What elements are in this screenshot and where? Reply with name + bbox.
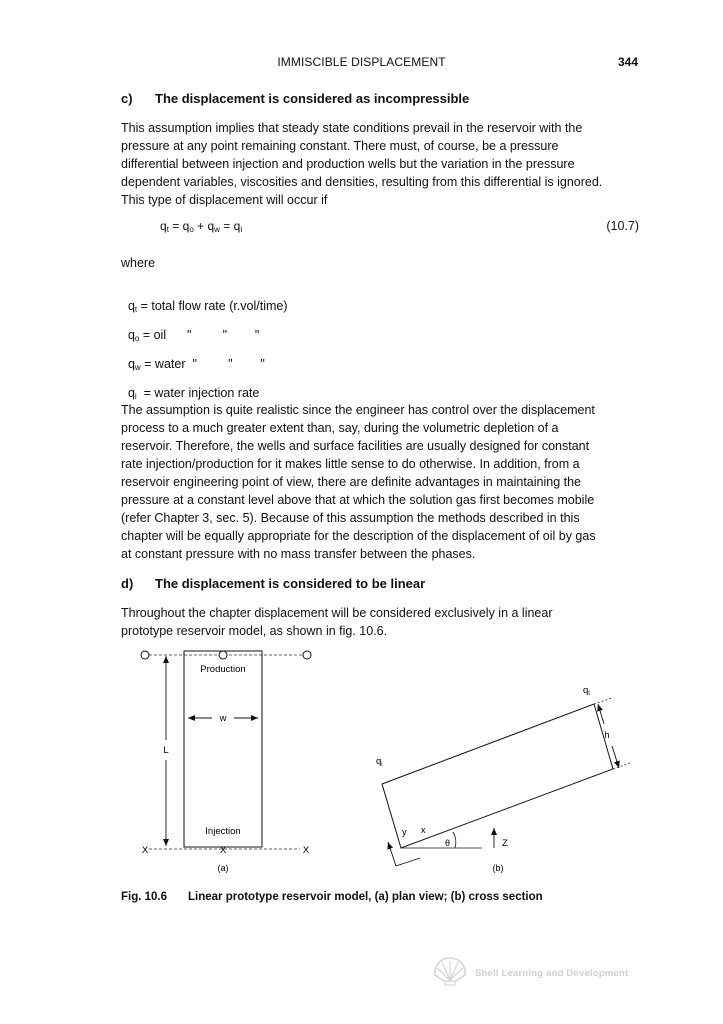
paragraph-line: chapter will be equally appropriate for the description of the displacement of oil by gas: [121, 529, 596, 543]
eq-q: q: [182, 219, 190, 233]
eq-sub-i: i: [240, 225, 243, 234]
eq-q: q: [233, 219, 241, 233]
qi-label: $q_i$: [376, 756, 383, 768]
def-text: = water injection rate: [136, 386, 260, 400]
where-label: where: [121, 256, 156, 270]
cross-section-label: (b): [492, 863, 504, 873]
eq-equals: =: [172, 219, 180, 233]
page-number: 344: [617, 55, 638, 69]
eq-plus: +: [197, 219, 205, 233]
thickness-arrow-down: [612, 746, 619, 768]
def-subscript: o: [134, 334, 140, 343]
eq-equals: =: [223, 219, 231, 233]
paragraph-line: at constant pressure with no mass transfer between the phases.: [121, 547, 476, 561]
paragraph-line: rate injection/production for it makes little sense to do otherwise. In addition, from a: [121, 457, 580, 471]
paragraph-line: reservoir. Therefore, the wells and surface facilities are usually designed for constant: [121, 439, 590, 453]
well-circle-right: [303, 651, 311, 659]
def-subscript: i: [134, 392, 137, 401]
y-axis-arrow: [388, 842, 396, 866]
section-x-right: X: [302, 845, 310, 856]
cross-section-diagram: [376, 685, 630, 873]
def-subscript: t: [134, 305, 138, 314]
paragraph-line: dependent variables, viscosities and densities, resulting from this differential is ignored.: [121, 175, 603, 189]
qt-label: $q_t$: [583, 685, 590, 697]
plan-view-label: (a): [217, 863, 229, 873]
section-x-mid: X: [219, 845, 227, 856]
paragraph-line: pressure at a constant level above that at which the solution gas first becomes mobile: [121, 493, 595, 507]
z-axis-label: Z: [502, 838, 508, 849]
figure-caption: [121, 891, 543, 903]
paragraph-line: The assumption is quite realistic since the engineer has control over the displacement: [121, 403, 595, 417]
paragraph-line: reservoir engineering point of view, there are definite advantages in maintaining the: [121, 475, 582, 489]
section-c-label: c): [121, 91, 133, 106]
def-symbol: q: [127, 386, 135, 400]
y-axis-label: y: [402, 827, 407, 837]
paragraph-line: process to a much greater extent than, say, during the volumetric depletion of a: [121, 421, 559, 435]
paragraph-line: prototype reservoir model, as shown in fig. 10.6.: [121, 624, 388, 638]
section-d-label: d): [121, 576, 134, 591]
def-text: = total flow rate (r.vol/time): [137, 299, 288, 313]
eq-sub-o: o: [189, 225, 194, 234]
paragraph-line: Throughout the chapter displacement will be considered exclusively in a linear: [121, 606, 553, 620]
width-label: w: [219, 713, 227, 724]
plan-view-diagram: [141, 651, 311, 873]
production-label: Production: [200, 664, 246, 675]
equation-number: (10.7): [606, 219, 639, 233]
footer-brand: Shell Learning and Development: [475, 968, 629, 979]
paragraph-line: differential between injection and production wells but the variation in the pressure: [121, 157, 575, 171]
reservoir-block-plan: [184, 651, 262, 847]
eq-q: q: [207, 219, 215, 233]
eq-q: q: [160, 219, 167, 233]
def-text: = oil " " ": [139, 328, 260, 342]
running-header-title: IMMISCIBLE DISPLACEMENT: [277, 55, 446, 69]
eq-sub-w: w: [214, 225, 220, 234]
shell-logo-icon: [432, 956, 468, 986]
section-x-left: X: [141, 845, 149, 856]
eq-sub-t: t: [166, 225, 169, 234]
def-symbol: q: [127, 328, 135, 342]
figure-caption-label: Fig. 10.6: [121, 891, 168, 903]
production-well-circle: [219, 651, 227, 659]
def-subscript: w: [134, 363, 141, 372]
angle-arc: [453, 832, 456, 848]
def-symbol: q: [127, 299, 135, 313]
x-axis-base: [396, 858, 420, 866]
length-label: L: [163, 745, 169, 756]
paragraph-line: pressure at any point remaining constant. There must, of course, be a pressure: [121, 139, 559, 153]
paragraph-line: This assumption implies that steady state conditions prevail in the reservoir with the: [121, 121, 583, 135]
section-c-title: The displacement is considered as incompressible: [155, 91, 470, 106]
thickness-label: h: [604, 730, 610, 740]
figure-caption-text: Linear prototype reservoir model, (a) plan view; (b) cross section: [188, 891, 543, 903]
thickness-tick-bottom: [613, 763, 630, 769]
angle-theta-label: θ: [445, 838, 451, 848]
well-circle-left: [141, 651, 149, 659]
def-symbol: q: [127, 357, 135, 371]
thickness-tick-top: [594, 698, 612, 704]
paragraph-line: This type of displacement will occur if: [121, 193, 328, 207]
paragraph-line: (refer Chapter 3, sec. 5). Because of this assumption the methods described in this: [121, 511, 580, 525]
reservoir-block-section: [382, 704, 613, 848]
injection-label: Injection: [205, 826, 241, 837]
x-axis-label: x: [421, 825, 426, 835]
section-d-title: The displacement is considered to be linear: [155, 576, 426, 591]
def-text: = water " " ": [140, 357, 265, 371]
